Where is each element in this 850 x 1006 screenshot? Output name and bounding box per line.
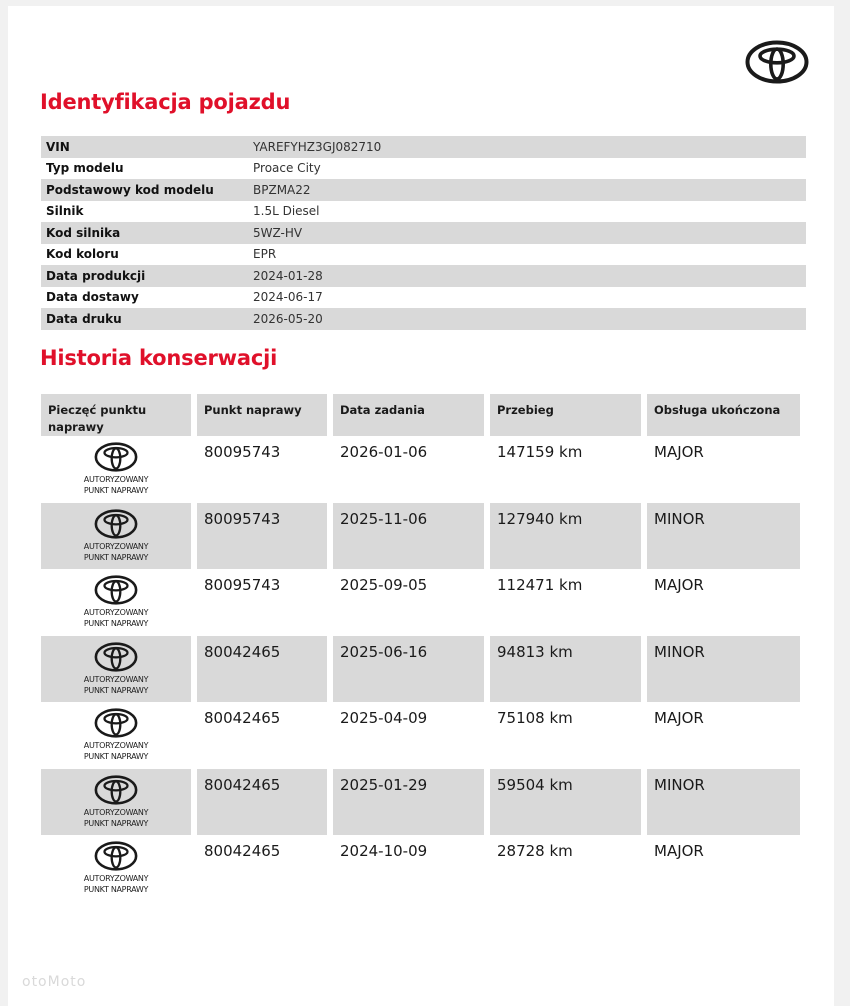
id-value: YAREFYHZ3GJ082710 <box>253 139 382 154</box>
repair-point-cell: 80095743 <box>204 443 281 461</box>
service-cell: MINOR <box>647 769 800 836</box>
stamp-line-2: PUNKT NAPRAWY <box>83 552 149 562</box>
table-row <box>41 569 806 636</box>
service-cell: MINOR <box>647 503 800 570</box>
header-service-completed: Obsługa ukończona <box>647 394 800 436</box>
table-header-row <box>41 394 806 436</box>
task-date-cell: 2026-01-06 <box>340 443 428 461</box>
header-mileage: Przebieg <box>490 394 641 436</box>
table-row <box>41 503 806 570</box>
task-date-cell: 2025-01-29 <box>333 769 484 836</box>
header-task-date: Data zadania <box>333 394 484 436</box>
repair-point-cell: 80095743 <box>204 576 281 594</box>
id-value: EPR <box>253 247 277 262</box>
stamp-line-2: PUNKT NAPRAWY <box>83 685 149 695</box>
id-row <box>41 265 806 287</box>
table-row <box>41 769 806 836</box>
service-cell: MAJOR <box>654 443 704 461</box>
toyota-stamp-icon <box>93 839 139 873</box>
stamp-line-2: PUNKT NAPRAWY <box>83 486 149 495</box>
id-row <box>41 308 806 330</box>
table-row <box>41 835 806 902</box>
id-row <box>41 136 806 158</box>
maintenance-history-title: Historia konserwacji <box>40 346 278 370</box>
id-value: Proace City <box>253 161 321 176</box>
service-cell: MAJOR <box>654 842 704 860</box>
mileage-cell: 147159 km <box>497 443 583 461</box>
id-label: Typ modelu <box>46 161 124 176</box>
task-date-cell: 2025-09-05 <box>340 576 428 594</box>
watermark: otoMoto <box>22 974 87 990</box>
repair-stamp <box>41 835 191 902</box>
stamp-line-1: AUTORYZOWANY <box>83 807 149 817</box>
toyota-stamp-icon <box>93 507 139 541</box>
repair-point-cell: 80042465 <box>197 636 327 703</box>
repair-stamp <box>41 436 191 503</box>
table-row <box>41 702 806 769</box>
stamp-line-1: AUTORYZOWANY <box>83 874 149 883</box>
id-value: 2024-06-17 <box>253 290 323 305</box>
id-label: Kod koloru <box>46 247 119 262</box>
service-cell: MINOR <box>647 636 800 703</box>
id-label: Kod silnika <box>46 225 121 240</box>
header-stamp: Pieczęć punktu naprawy <box>41 394 191 436</box>
repair-stamp <box>41 702 191 769</box>
id-label: VIN <box>46 139 70 154</box>
repair-stamp <box>41 503 191 570</box>
vehicle-identification-table <box>41 136 806 330</box>
header-repair-point: Punkt naprawy <box>197 394 327 436</box>
repair-point-cell: 80095743 <box>197 503 327 570</box>
repair-stamp <box>41 769 191 836</box>
maintenance-history-table <box>41 394 806 902</box>
id-value: BPZMA22 <box>253 182 311 197</box>
id-label: Data druku <box>46 311 122 326</box>
repair-point-cell: 80042465 <box>204 709 281 727</box>
service-cell: MAJOR <box>654 576 704 594</box>
mileage-cell: 75108 km <box>497 709 573 727</box>
id-row <box>41 179 806 201</box>
id-value: 5WZ-HV <box>253 225 303 240</box>
toyota-logo-icon <box>745 39 809 85</box>
task-date-cell: 2024-10-09 <box>340 842 428 860</box>
toyota-stamp-icon <box>93 706 139 740</box>
id-label: Data produkcji <box>46 268 146 283</box>
id-row <box>41 287 806 309</box>
history-rows <box>41 436 806 902</box>
stamp-line-2: PUNKT NAPRAWY <box>83 619 149 628</box>
task-date-cell: 2025-11-06 <box>333 503 484 570</box>
stamp-line-1: AUTORYZOWANY <box>83 608 149 617</box>
toyota-stamp-icon <box>93 573 139 607</box>
stamp-line-1: AUTORYZOWANY <box>83 741 149 750</box>
mileage-cell: 28728 km <box>497 842 573 860</box>
repair-stamp <box>41 569 191 636</box>
stamp-line-2: PUNKT NAPRAWY <box>83 752 149 761</box>
table-row <box>41 636 806 703</box>
vehicle-identification-title: Identyfikacja pojazdu <box>40 90 291 114</box>
id-value: 2026-05-20 <box>253 311 323 326</box>
mileage-cell: 94813 km <box>490 636 641 703</box>
stamp-line-2: PUNKT NAPRAWY <box>83 885 149 894</box>
stamp-line-1: AUTORYZOWANY <box>83 475 149 484</box>
id-row <box>41 201 806 223</box>
repair-stamp <box>41 636 191 703</box>
id-value: 2024-01-28 <box>253 268 323 283</box>
mileage-cell: 127940 km <box>490 503 641 570</box>
id-value: 1.5L Diesel <box>253 204 320 219</box>
id-label: Data dostawy <box>46 290 139 305</box>
toyota-stamp-icon <box>93 773 139 807</box>
task-date-cell: 2025-06-16 <box>333 636 484 703</box>
stamp-line-2: PUNKT NAPRAWY <box>83 818 149 828</box>
id-row <box>41 222 806 244</box>
service-cell: MAJOR <box>654 709 704 727</box>
id-row <box>41 244 806 266</box>
report-page <box>8 6 834 1006</box>
repair-point-cell: 80042465 <box>197 769 327 836</box>
repair-point-cell: 80042465 <box>204 842 281 860</box>
mileage-cell: 59504 km <box>490 769 641 836</box>
toyota-stamp-icon <box>93 640 139 674</box>
toyota-stamp-icon <box>93 440 139 474</box>
task-date-cell: 2025-04-09 <box>340 709 428 727</box>
id-label: Silnik <box>46 204 84 219</box>
mileage-cell: 112471 km <box>497 576 583 594</box>
table-row <box>41 436 806 503</box>
id-row <box>41 158 806 180</box>
stamp-line-1: AUTORYZOWANY <box>83 674 149 684</box>
stamp-line-1: AUTORYZOWANY <box>83 541 149 551</box>
id-label: Podstawowy kod modelu <box>46 182 214 197</box>
